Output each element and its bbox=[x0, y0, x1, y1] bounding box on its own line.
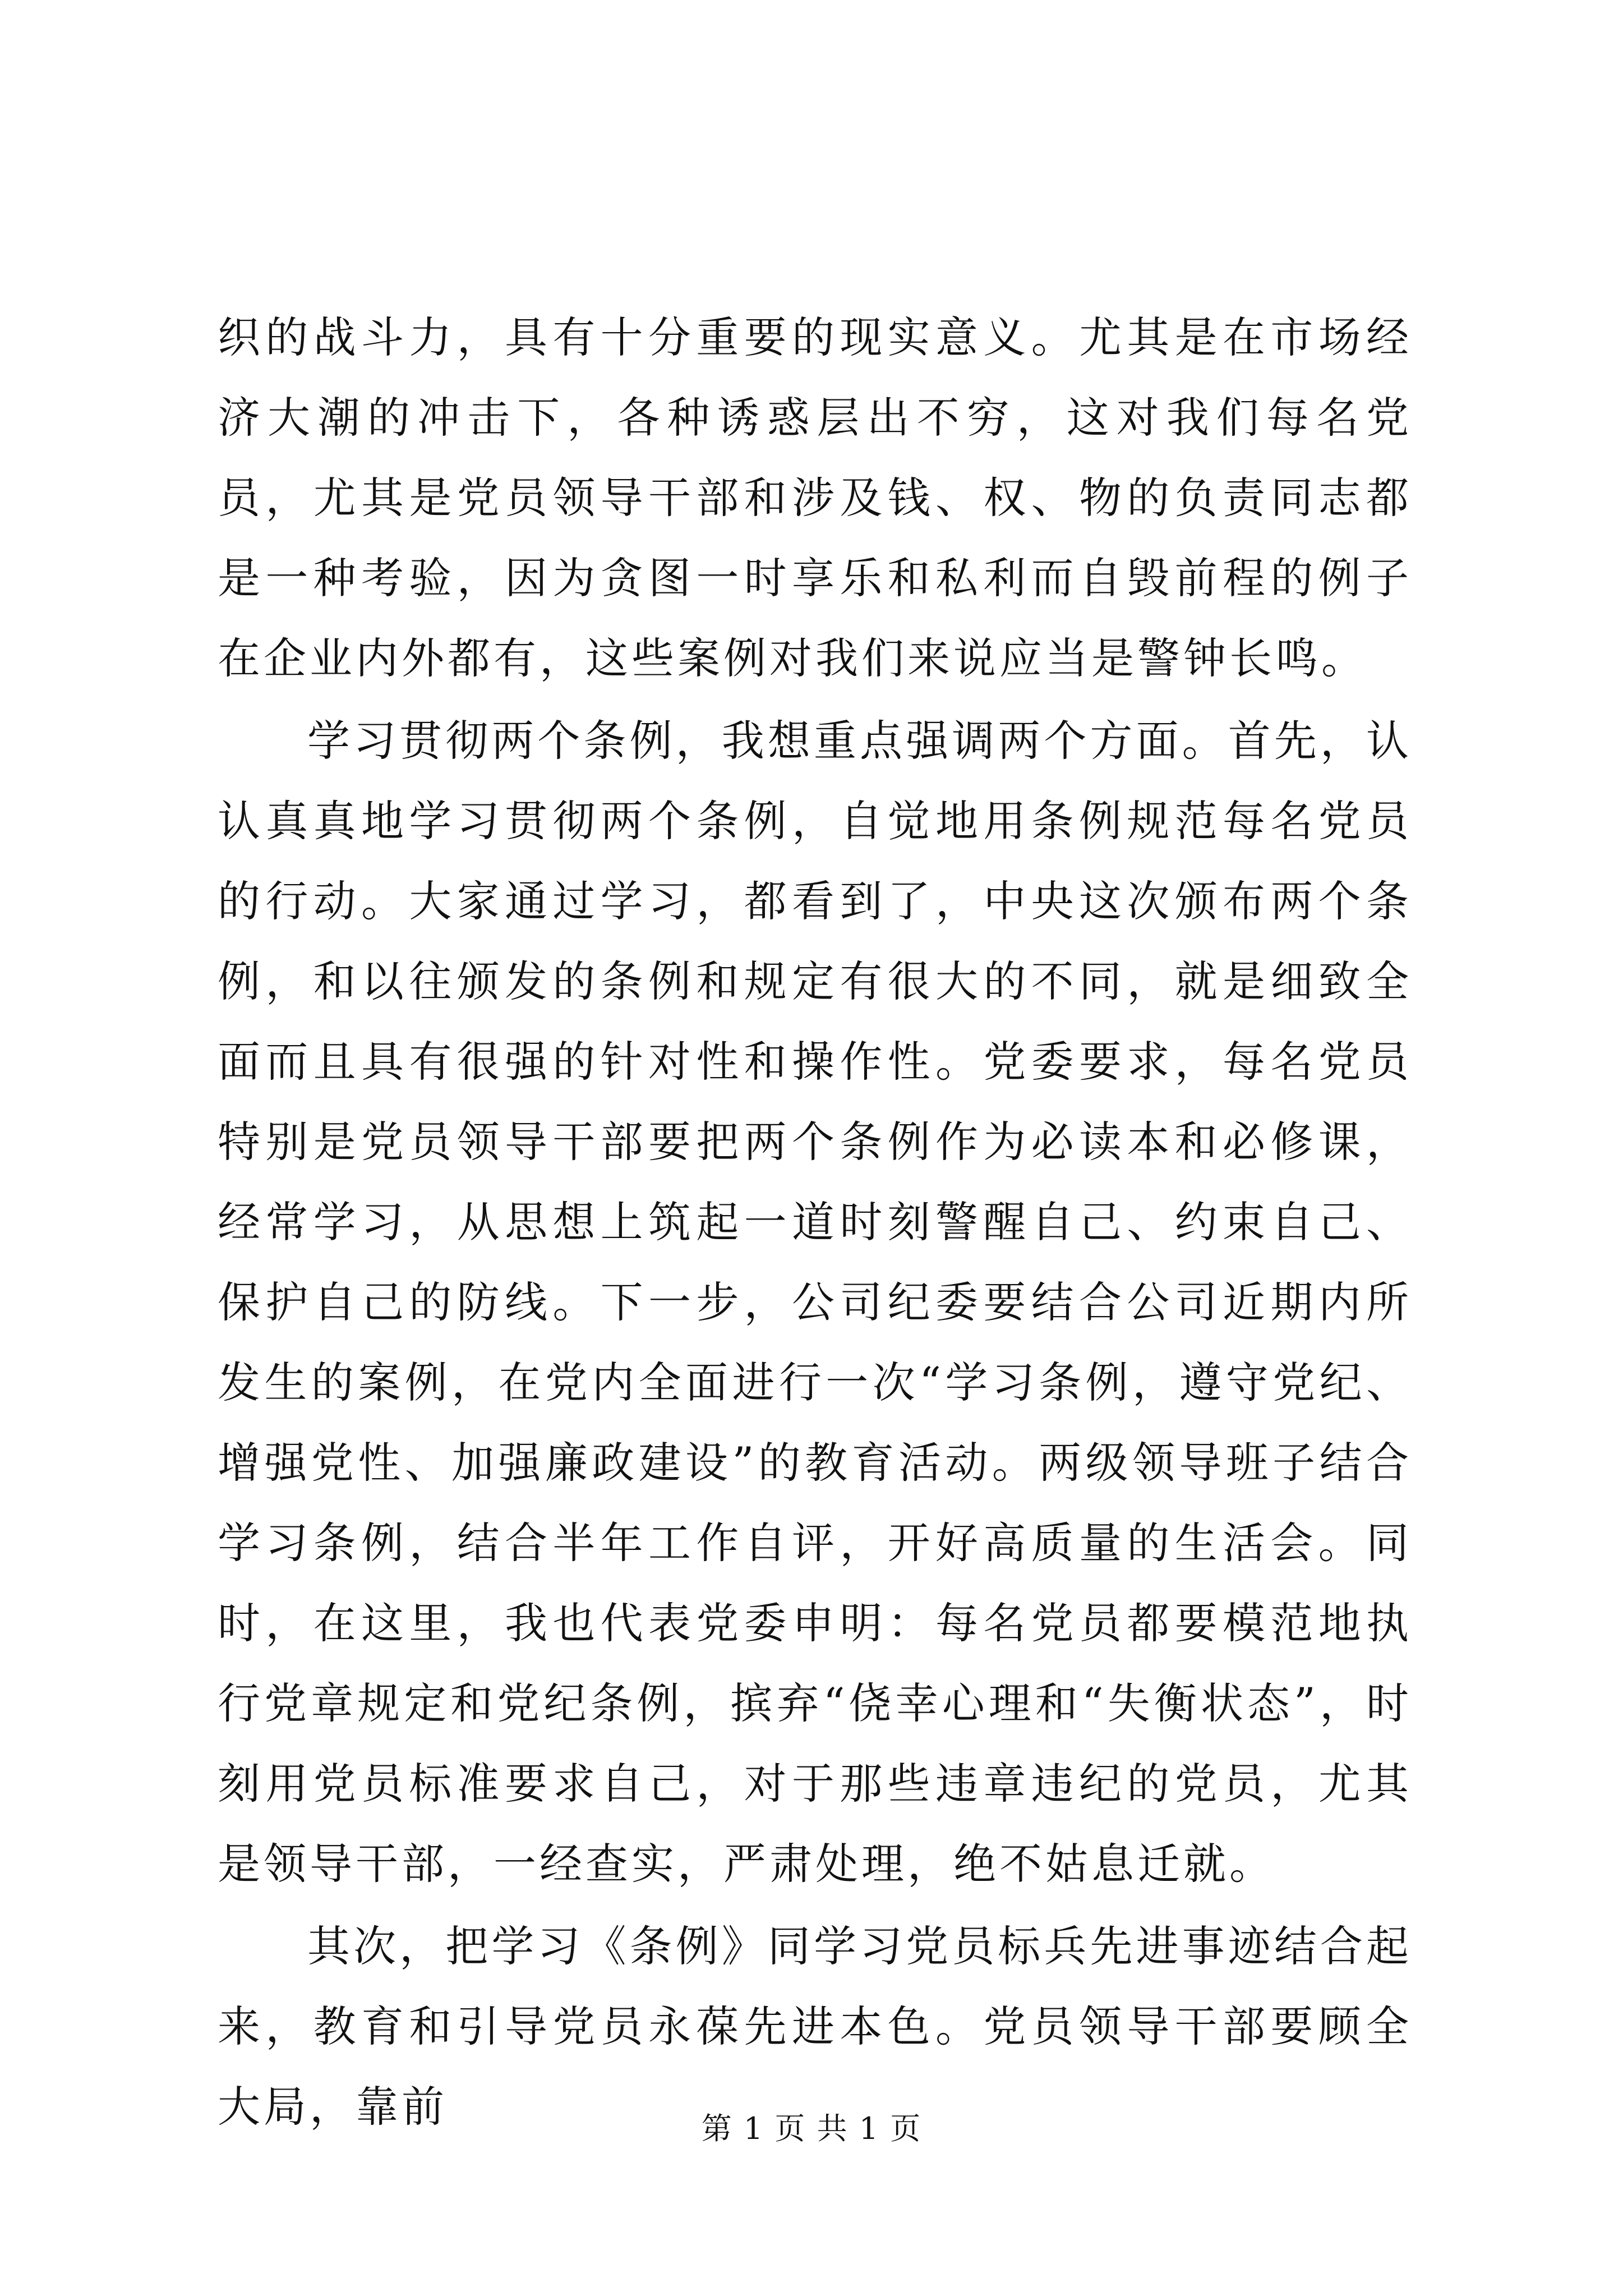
paragraph-3: 其次，把学习《条例》同学习党员标兵先进事迹结合起来，教育和引导党员永葆先进本色。党员领导干部要顾全大局，靠前 bbox=[218, 1921, 1412, 2132]
paragraph-1: 织的战斗力，具有十分重要的现实意义。尤其是在市场经济大潮的冲击下，各种诱惑层出不穷，这对我们每名党员，尤其是党员领导干部和涉及钱、权、物的负责同志都是一种考验，因为贪图一时享乐和私利而自毁前程的例子在企业内外都有，这些案例对我们来说应当是警钟长鸣。 bbox=[218, 312, 1412, 683]
paragraph-2: 学习贯彻两个条例，我想重点强调两个方面。首先，认认真真地学习贯彻两个条例，自觉地用条例规范每名党员的行动。大家通过学习，都看到了，中央这次颁布两个条例，和以往颁发的条例和规定有很大的不同，就是细致全面而且具有很强的针对性和操作性。党委要求，每名党员特别是党员领导干部要把两个条例作为必读本和必修课，经常学习，从思想上筑起一道时刻警醒自己、约束自己、保护自己的防线。下一步，公司纪委要结合公司近期内所发生的案例，在党内全面进行一次“学习条例，遵守党纪、增强党性、加强廉政建设”的教育活动。两级领导班子结合学习条例，结合半年工作自评，开好高质量的生活会。同时，在这里，我也代表党委申明：每名党员都要模范地执行党章规定和党纪条例，摈弃“侥幸心理和“失衡状态”，时刻用党员标准要求自己，对于那些违章违纪的党员，尤其是领导干部，一经查实，严肃处理，绝不姑息迁就。 bbox=[218, 716, 1412, 1889]
page-footer: 第 1 页 共 1 页 bbox=[701, 2111, 922, 2146]
document-body bbox=[218, 297, 1412, 2149]
